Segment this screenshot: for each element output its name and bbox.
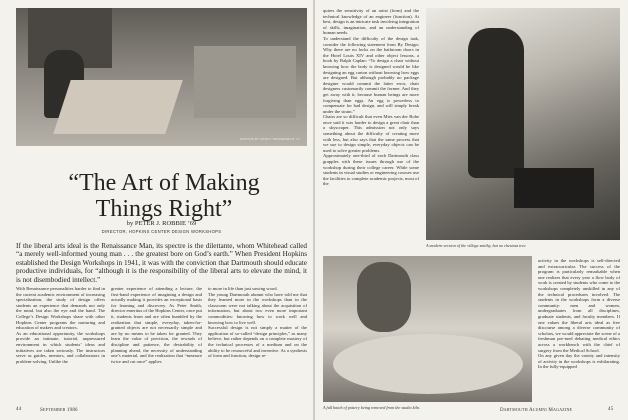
article-byline: by PETER J. ROBBIE ’69 xyxy=(126,220,197,227)
workbench xyxy=(53,80,183,134)
pottery-photo xyxy=(323,256,532,402)
blacksmith-caption: A modern version of the village smithy, but no chestnut tree. xyxy=(426,243,527,248)
blacksmith-photo xyxy=(426,8,620,240)
page-gutter xyxy=(313,0,315,420)
right-folio-title: Dartmouth Alumni Magazine xyxy=(500,408,573,413)
article-title: “The Art of Making Things Right” xyxy=(68,170,260,222)
potter-figure xyxy=(357,262,411,332)
left-page-number: 44 xyxy=(16,407,22,412)
column-left-1: With Renaissance personalities harder to find in the current academic environment of increasing specialization, the study of design offers students an experience that demands not only the mind, but also the eye and the hand. The College’s Design Workshops share with other Hopkins Center programs the nurturing and education of makers and creators. As an educational opportunity, the workshops provide an intimate, tutorial, unpressured environment in which students’ ideas and initiatives are taken seriously. The instructors serve as guides, mentors, and collaborators in problem-solving. Unlike the xyxy=(16,286,105,364)
article-affiliation: DIRECTOR, HOPKINS CENTER DESIGN WORKSHOPS xyxy=(101,229,222,234)
right-page-number: 45 xyxy=(608,407,614,412)
left-folio-date: September 1986 xyxy=(40,408,78,413)
blacksmith-figure xyxy=(468,28,524,178)
photo-credit: PHOTOS BY NANCY WASSERMAN ’77 xyxy=(240,137,300,141)
kiln-shelf xyxy=(333,334,523,394)
column-left-3: to more in life than just sawing wood. The young Dartmouth alumni who have told me that they learned more in the workshops than in the classroom were not talking about the acquisition of information, but about two even more important commodities: knowing how to work well and knowing how to live well. Successful design is not simply a matter of the application of so-called “design principles,” as many believe, but rather depends on a complete mastery of the technical processes of a medium and on the ability to be resourceful and inventive. As a synthesis of form and function, design re- xyxy=(208,286,307,359)
column-right-2: activity in the workshops is self-directed and extracurricular. The success of the program is particularly remarkable when one realizes that every year a flow body of work is created by students who come to the workshops completely unskilled in any of the technical procedures involved. The students in the workshops form a diverse community: men and women, undergraduates from all disciplines, graduate students, and faculty members. If one values the liberal arts ideal as free discourse among a diverse community of scholars, we would appreciate the scene of a freshman pre-med debating medical ethics across a workbench with the chief of surgery from the Medical School. On any given day the variety and intensity of activity in the workshops is exhilarating. In the fully-equipped xyxy=(538,258,620,370)
article-intro: If the liberal arts ideal is the Renaissance Man, its spectre is the dilettante, whom Whitehead called “a merely well-informed young man . . . the greatest bore on God’s earth.” When President Hopkins established the Design Workshops in 1941, it was with the conviction that Dartmouth should educate productive individuals, for “although it is the responsibility of the liberal arts to elevate the mind, it is not disembodied intellect.” xyxy=(16,242,307,284)
pottery-caption: A full batch of pottery being removed from the studio kiln. xyxy=(323,405,420,410)
anvil xyxy=(514,168,594,208)
workshop-shelves xyxy=(194,46,296,118)
column-left-2: greater experience of attending a lecture, the first-hand experience of imagining a design and actually making it provides an exceptional basis for learning and discovery. As Peter Smith, director emeritus of the Hopkins Center, once put it, students learn and are often humbled by the realization that simple, everyday, taken-for-granted objects are not necessarily simple and are by no means to be taken for granted. They learn the value of precision, the rewards of discipline and patience, the desirability of planning ahead, the necessity of understanding one’s material, and the realization that “measure twice and cut once” applies xyxy=(111,286,202,364)
column-right-1: quires the sensitivity of an artist (form) and the technical knowledge of an engineer (function). At best, design is an intricate task involving integration of skills, imagination, and an understanding of human needs. To understand the difficulty of the design task, consider the following statement from By Design: Why there are no locks on the bathroom doors in the Hotel Louis XIV and other object lessons, a book by Ralph Caplan: “To design a chair without knowing how the body is designed would be like designing an egg carton without knowing how eggs are designed. But although probably no package designer would commit the latter error, chair designers customarily commit the former. And they get away with it, because human beings are more forgiving than eggs. An egg is powerless to compensate for bad design, and will simply break under the strain.” Chairs are so difficult that even Mies van der Rohe once said it was harder to design a great chair than a skyscraper. This admission not only says something about the difficulty of creating more with less, but also says that the same process that we use to design simple, everyday objects can be used to solve greater problems. Approximately one-third of each Dartmouth class grapples with these issues through use of the workshop during their college career. While some students in visual studies or engineering courses use the facilities to complete academic projects, most of the xyxy=(323,8,419,187)
woodshop-photo xyxy=(16,8,307,146)
